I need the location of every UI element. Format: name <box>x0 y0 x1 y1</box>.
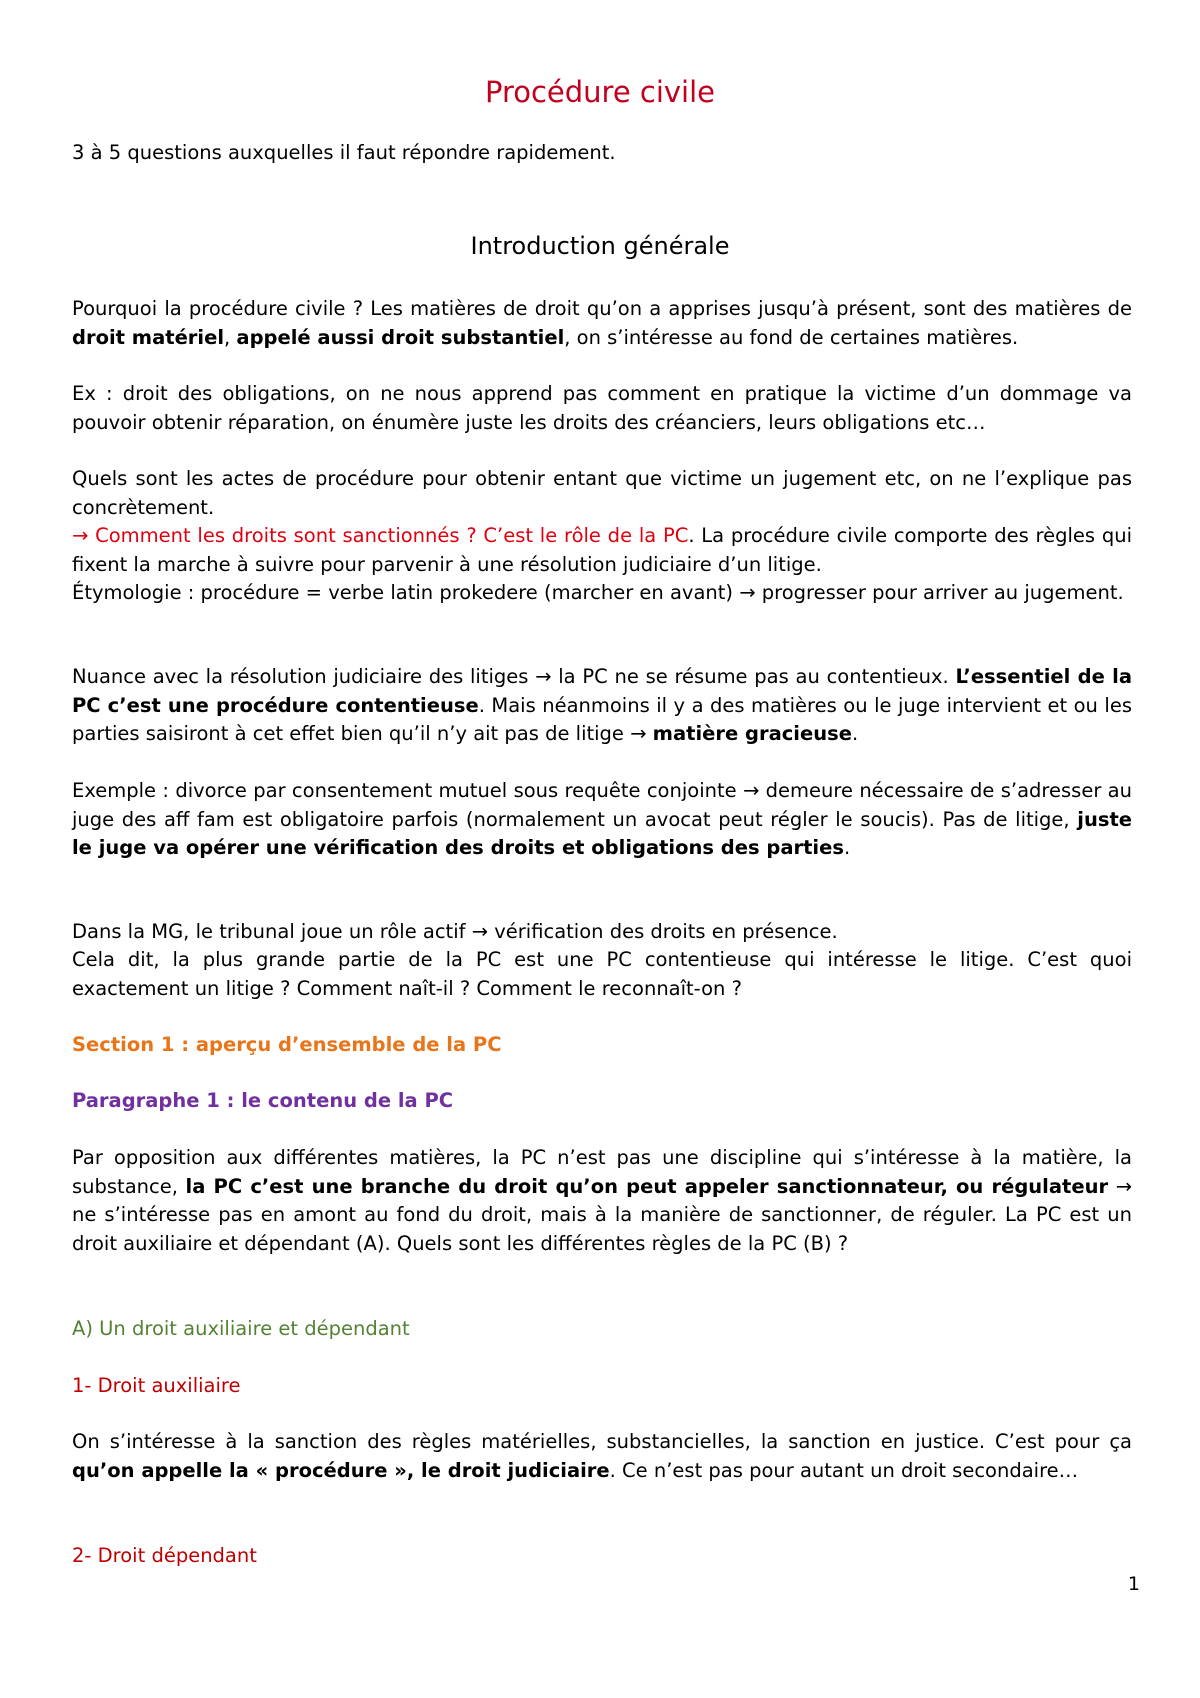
heading-a: A) Un droit auxiliaire et dépendant <box>72 1317 410 1340</box>
text-run: , <box>224 325 237 349</box>
text-run: Pourquoi la procédure civile ? Les matières de droit qu’on a apprises jusqu’à présent, sont des matières de <box>72 297 1132 320</box>
heading-2: 2- Droit dépendant <box>72 1544 257 1567</box>
paragraph-2: Ex : droit des obligations, on ne nous apprend pas comment en pratique la victime d’un dommage va pouvoir obtenir réparation, on énumère juste les droits des créanciers, leurs obligations etc… <box>72 382 1132 434</box>
text-run: Exemple : divorce par consentement mutuel sous requête conjointe → demeure nécessaire de s’adresser au juge des aff fam est obligatoire parfois (normalement un avocat peut régler le soucis). Pas de litige, <box>72 779 1132 831</box>
text-run: Par opposition aux différentes matières, la PC n’est pas une discipline qui s’intéresse à la matière, la substance, <box>72 1146 1132 1198</box>
bold-run: droit matériel <box>72 325 225 349</box>
text-run: , on s’intéresse au fond de certaines matières. <box>564 325 1019 349</box>
paragraph-6 <box>72 663 1132 749</box>
text-run: . <box>843 836 851 859</box>
heading-section-1: Section 1 : aperçu d’ensemble de la PC <box>72 1033 502 1056</box>
highlight-run: Comment les droits sont sanctionnés ? C’est le rôle de la PC <box>95 524 689 547</box>
intro-note: 3 à 5 questions auxquelles il faut répondre rapidement. <box>72 141 616 164</box>
paragraph-11 <box>72 1428 1132 1485</box>
text-run: . Ce n’est pas pour autant un droit secondaire… <box>609 1458 1079 1482</box>
paragraph-1 <box>72 295 1132 352</box>
paragraph-10 <box>72 1144 1132 1258</box>
section-heading-introduction: Introduction générale <box>470 232 730 260</box>
heading-paragraph-1: Paragraphe 1 : le contenu de la PC <box>72 1089 454 1112</box>
paragraph-9: Cela dit, la plus grande partie de la PC est une PC contentieuse qui intéresse le litige. C’est quoi exactement un litige ? Comment naît-il ? Comment le reconnaît-on ? <box>72 948 1132 1000</box>
bold-run: juste le juge va opérer une vérification des droits et obligations des parties <box>72 807 1132 859</box>
arrow-icon: → <box>72 524 96 547</box>
paragraph-8: Dans la MG, le tribunal joue un rôle actif → vérification des droits en présence. <box>72 920 838 943</box>
text-run: → ne s’intéresse pas en amont au fond du droit, mais à la manière de sanctionner, de réguler. La PC est un droit auxiliaire et dépendant (A). Quels sont les différentes règles de la PC (B) ? <box>72 1174 1133 1255</box>
text-run: On s’intéresse à la sanction des règles matérielles, substancielles, la sanction en justice. C’est pour ça <box>72 1430 1132 1453</box>
bold-run: matière gracieuse <box>652 722 852 745</box>
paragraph-4 <box>72 522 1132 579</box>
text-run: . Mais néanmoins il y a des matières ou le juge intervient et ou les parties saisiront à cet effet bien qu’il n’y ait pas de litige → <box>72 693 1132 745</box>
heading-1: 1- Droit auxiliaire <box>72 1374 241 1397</box>
text-run: . <box>851 722 859 745</box>
page-number: 1 <box>1127 1573 1140 1595</box>
text-run: Nuance avec la résolution judiciaire des litiges → la PC ne se résume pas au contentieux. <box>72 665 956 688</box>
paragraph-7 <box>72 777 1132 863</box>
bold-run: appelé aussi droit substantiel <box>236 325 565 349</box>
bold-run: qu’on appelle la « procédure », le droit judiciaire <box>72 1458 610 1482</box>
paragraph-5: Étymologie : procédure = verbe latin prokedere (marcher en avant) → progresser pour arriver au jugement. <box>72 581 1124 604</box>
bold-run: L’essentiel de la PC c’est une procédure contentieuse <box>72 665 1132 717</box>
bold-run: la PC c’est une branche du droit qu’on peut appeler sanctionnateur, ou régulateur <box>185 1174 1109 1198</box>
text-run: . La procédure civile comporte des règles qui fixent la marche à suivre pour parvenir à une résolution judiciaire d’un litige. <box>72 524 1132 576</box>
document-title: Procédure civile <box>484 75 716 109</box>
paragraph-3: Quels sont les actes de procédure pour obtenir entant que victime un jugement etc, on ne l’explique pas concrètement. <box>72 467 1132 519</box>
